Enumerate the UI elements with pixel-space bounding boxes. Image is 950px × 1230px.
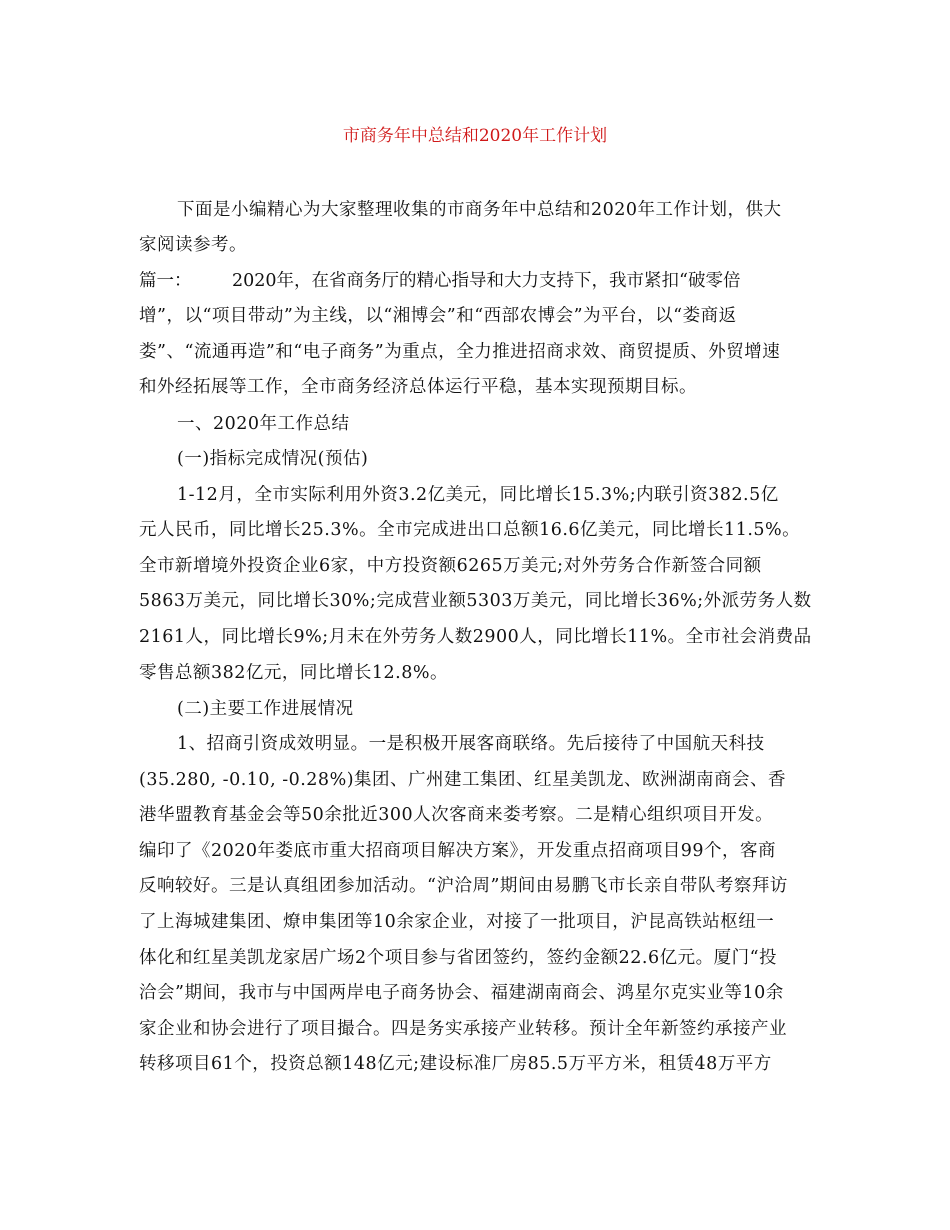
article-line-2: 增”，以“项目带动”为主线，以“湘博会”和“西部农博会”为平台，以“娄商返 — [139, 306, 737, 326]
article-label: 篇一： — [139, 271, 192, 291]
progress-line: 家企业和协会进行了项目撮合。四是务实承接产业转移。预计全年新签约承接产业 — [139, 1019, 787, 1039]
progress-line: 洽会”期间，我市与中国两岸电子商务协会、福建湖南商会、鸿星尔克实业等10余 — [139, 983, 784, 1003]
indicator-line: 1-12月，全市实际利用外资3.2亿美元，同比增长15.3%;内联引资382.5亿 — [177, 485, 779, 505]
progress-line: 编印了《2020年娄底市重大招商项目解决方案》，开发重点招商项目99个，客商 — [139, 841, 777, 861]
progress-line: 反响较好。三是认真组团参加活动。“沪洽周”期间由易鹏飞市长亲自带队考察拜访 — [139, 876, 788, 896]
subsection-heading-2: (二)主要工作进展情况 — [177, 699, 354, 719]
intro-line-1: 下面是小编精心为大家整理收集的市商务年中总结和2020年工作计划，供大 — [177, 200, 782, 220]
progress-line: 体化和红星美凯龙家居广场2个项目参与省团签约，签约金额22.6亿元。厦门“投 — [139, 948, 778, 968]
subsection-heading-1: (一)指标完成情况(预估) — [177, 449, 369, 469]
section-heading: 一、2020年工作总结 — [177, 414, 350, 434]
progress-line: 1、招商引资成效明显。一是积极开展客商联络。先后接待了中国航天科技 — [177, 734, 765, 754]
indicator-line: 5863万美元，同比增长30%;完成营业额5303万美元，同比增长36%;外派劳务人数 — [139, 591, 812, 611]
indicator-line: 零售总额382亿元，同比增长12.8%。 — [139, 663, 448, 683]
article-line-3: 娄”、“流通再造”和“电子商务”为重点，全力推进招商求效、商贸提质、外贸增速 — [139, 342, 781, 362]
progress-line: 港华盟教育基金会等50余批近300人次客商来娄考察。二是精心组织项目开发。 — [139, 805, 774, 825]
indicator-line: 2161人，同比增长9%;月末在外劳务人数2900人，同比增长11%。全市社会消费品 — [139, 627, 812, 647]
article-line-4: 和外经拓展等工作，全市商务经济总体运行平稳，基本实现预期目标。 — [139, 377, 697, 397]
indicator-line: 元人民币，同比增长25.3%。全市完成进出口总额16.6亿美元，同比增长11.5%。 — [139, 520, 801, 540]
progress-line: 转移项目61个，投资总额148亿元;建设标准厂房85.5万平方米，租赁48万平方 — [139, 1054, 772, 1074]
indicator-line: 全市新增境外投资企业6家，中方投资额6265万美元;对外劳务合作新签合同额 — [139, 556, 762, 576]
article-line-1: 2020年，在省商务厅的精心指导和大力支持下，我市紧扣“破零倍 — [232, 271, 741, 291]
progress-line: 了上海城建集团、燎申集团等10余家企业，对接了一批项目，沪昆高铁站枢纽一 — [139, 912, 775, 932]
intro-line-2: 家阅读参考。 — [139, 235, 247, 255]
document-title: 市商务年中总结和2020年工作计划 — [342, 126, 608, 146]
progress-line: (35.280, -0.10, -0.28%)集团、广州建工集团、红星美凯龙、欧洲湖南商会、香 — [139, 770, 787, 790]
